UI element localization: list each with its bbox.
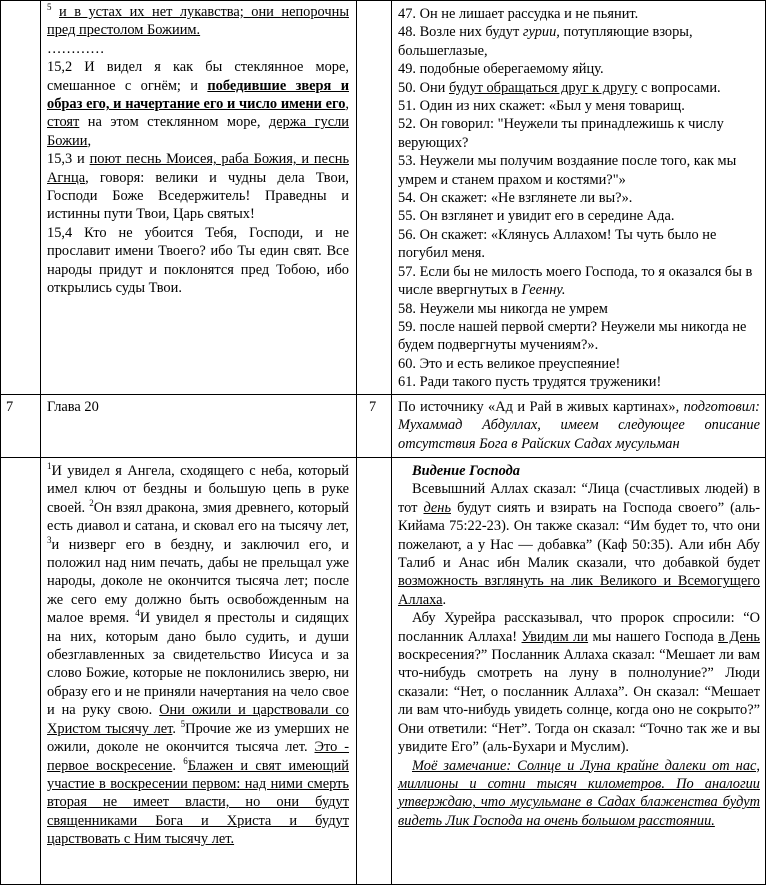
ayah-48 — [398, 23, 760, 60]
underlined-text: Это - первое воскресение — [47, 739, 349, 774]
verse-ref: 15,2 — [47, 59, 73, 76]
verse-number: 2 — [89, 498, 94, 509]
italic-text: гурии, — [522, 24, 560, 41]
ayah-56: 56. Он скажет: «Клянусь Аллахом! Ты чуть было не погубил меня. — [398, 226, 717, 262]
ayah-53: 53. Неужели мы получим воздаяние после того, как мы умрем и станем прахом и костями?"» — [398, 153, 737, 188]
verse-number: 5 — [47, 2, 52, 13]
ayah-59: 59. после нашей первой смерти? Неужели мы никогда не будем подвергнуты мучениям?». — [398, 318, 747, 354]
ayah-47: 47. Он не лишает рассудка и не пьянит. — [398, 6, 639, 22]
table-border-top — [0, 0, 766, 1]
ayah-58: 58. Неужели мы никогда не умрем — [398, 300, 608, 317]
top-left-cell — [47, 3, 349, 298]
text: потупляющие взоры, большеглазые, — [398, 24, 693, 59]
text: Кто не убоится Тебя, Господи, и не прославит имени Твоего? ибо Ты един свят. Все народы придут и поклонятся пред Тобою, ибо открылись суды Твои. — [47, 224, 349, 297]
row-number-right: 7 — [369, 399, 377, 415]
verse-15-3-paragraph — [47, 150, 349, 224]
text: Прочие же из умерших не ожили, доколе не окончится тысяча лет. — [47, 720, 349, 756]
table-border-left — [0, 0, 1, 885]
text: с вопросами. — [637, 79, 721, 96]
verse-number: 1 — [47, 461, 52, 472]
verse-ref: 15,4 — [47, 224, 73, 241]
ayah-60: 60. Это и есть великое преуспеяние! — [398, 355, 621, 372]
section-heading: Видение Господа — [412, 463, 520, 479]
underlined-text: в День — [718, 628, 760, 645]
revelation-20-paragraph — [47, 462, 349, 849]
text: и — [72, 151, 90, 168]
verse-ref: 15,3 — [47, 151, 73, 168]
underlined-text: возможность взглянуть на лик Великого и Всемогущего Аллаха — [398, 573, 760, 608]
underlined-text: будут обращаться друг к другу — [448, 79, 638, 96]
text: . — [172, 720, 181, 737]
underlined-text: и в устах их нет лукавства; они непорочны — [59, 4, 349, 20]
text: . — [442, 591, 447, 608]
text: воскресения?” Посланник Аллаха сказал: “Мешает ли вам что-нибудь смотреть на луну в полнолуние?” Люди сказали: “Нет, о посланник Аллаха”. Он сказал: “Мешает ли вам что-нибудь увидеть солнце, когда оно не сокрыто?” Они ответили: “Нет”. Тогда он сказал: “Точно так же и вы увидите Его” (аль-Бухари и Муслим). — [398, 647, 760, 756]
text: , — [345, 96, 349, 113]
col-divider-1 — [40, 0, 41, 885]
verse-15-2-paragraph — [47, 58, 349, 150]
row-divider-2 — [0, 457, 766, 458]
verse-number: 5 — [180, 718, 186, 729]
italic-text: Геенну. — [521, 282, 566, 299]
ayah-61: 61. Ради такого пусть трудятся труженики! — [398, 374, 662, 391]
verse-5-paragraph — [47, 3, 349, 40]
underlined-text: Увидим ли — [521, 628, 589, 645]
bottom-right-cell — [398, 462, 760, 830]
text: будут сиять и взирать на Господа своего” (аль-Кийама 75:22-23). Он также сказал: “Им будет то, что они пожелают, а у Нас — добавка” (Каф 50:35). Али ибн Абу Талиб и Анас ибн Малик сказали, что добавкой будет — [398, 499, 760, 572]
verse-number: 4 — [135, 608, 140, 619]
italic-text: подготовил: Мухаммад Абдуллах, имеем следующее описание отсутствия Бога в Райских Садах мусульман — [398, 399, 760, 452]
underlined-text: Блажен и свят имеющий участие в воскресении первом: над ними смерть вторая не имеет власти, но они будут священниками Бога и Христа и будут царствовать с Ним тысячу лет. — [47, 757, 349, 848]
text: 57. Если бы не милость моего Господа, то я оказался бы в числе ввергнутых в — [398, 263, 753, 299]
text: Всевышний Аллах сказал: “Лица (счастливых людей) в тот — [398, 481, 760, 516]
paragraph-2 — [398, 609, 760, 756]
paragraph-1 — [398, 480, 760, 609]
text: мы нашего Господа — [588, 628, 719, 645]
text: . — [172, 757, 184, 774]
ayah-54: 54. Он скажет: «Не взглянете ли вы?». — [398, 190, 633, 207]
ayah-51: 51. Один из них скажет: «Был у меня товарищ. — [398, 98, 685, 115]
verse-15-4-paragraph — [47, 224, 349, 298]
bottom-left-cell — [47, 462, 349, 849]
text: Он взял дракона, змия древнего, который есть диавол и сатана, и сковал его на тысячу лет, — [47, 499, 349, 535]
author-note: Моё замечание: Солнце и Луна крайне далеки от нас, миллионы и сотни тысяч километров. По аналогии утверждаю, что мусульмане в Садах блаженства будут видеть Лик Господа на очень большом расстоянии. — [398, 757, 760, 829]
ayah-55: 55. Он взглянет и увидит его в середине Ада. — [398, 208, 675, 225]
ayah-49: 49. подобные оберегаемому яйцу. — [398, 61, 604, 78]
col-divider-2 — [356, 0, 357, 885]
underlined-text: поют песнь Моисея, раба Божия, и песнь Агнца — [47, 151, 350, 186]
text: 48. Возле них будут — [398, 24, 523, 41]
verse-number: 6 — [183, 755, 188, 766]
ayah-50 — [398, 79, 760, 97]
ellipsis-line: ………… — [47, 40, 105, 57]
ayah-52: 52. Он говорил: "Неужели ты принадлежишь к числу верующих? — [398, 116, 724, 151]
text: По источнику «Ад и Рай в живых картинах», — [398, 399, 680, 415]
source-description — [398, 398, 760, 453]
text: , говоря: велики и чудны дела Твои, Господи Боже Вседержитель! Праведны и истинны пути Твои, Царь святых! — [47, 169, 349, 223]
text: И увидел я Ангела, сходящего с неба, который имел ключ от бездны и большую цепь в руке своей. — [47, 463, 349, 516]
text: И увидел я престолы и сидящих на них, которым дано было судить, и души обезглавленных за свидетельство Иисуса и за слово Божие, которые не поклонились зверю, ни образу его и не приняли начертания на чело свое и на руку свою. — [47, 610, 350, 719]
text: на этом стеклянном море, — [79, 114, 269, 131]
text: И видел я как бы стеклянное море, смешанное с огнём; и — [47, 59, 349, 94]
verse-number: 3 — [47, 534, 52, 545]
chapter-title: Глава 20 — [47, 399, 99, 415]
text: Абу Хурейра рассказывал, что пророк спросили: “О посланник Аллаха! — [398, 610, 760, 645]
underlined-text: держа гусли Божии — [47, 114, 349, 149]
row-number-left: 7 — [6, 399, 14, 415]
bold-underlined-text: победившие зверя и образ его, и начертание его и число имени его — [47, 77, 349, 113]
underlined-text: Они ожили и царствовали со Христом тысячу лет — [47, 702, 349, 737]
underlined-text: день — [423, 499, 451, 516]
text: , — [87, 132, 92, 149]
text: и низверг его в бездну, и заключил его, и положил над ним печать, дабы не прельщал уже народы, доколе не окончится тысяча лет; после же сего ему должно быть освобожденным на малое время. — [47, 536, 349, 627]
row-divider-1 — [0, 394, 766, 395]
underlined-text: пред престолом Божиим. — [47, 22, 201, 39]
text: 50. Они — [398, 79, 449, 96]
top-right-cell — [398, 5, 760, 392]
underlined-text: стоят — [47, 114, 80, 131]
col-divider-3 — [391, 0, 392, 885]
ayah-57 — [398, 263, 760, 300]
